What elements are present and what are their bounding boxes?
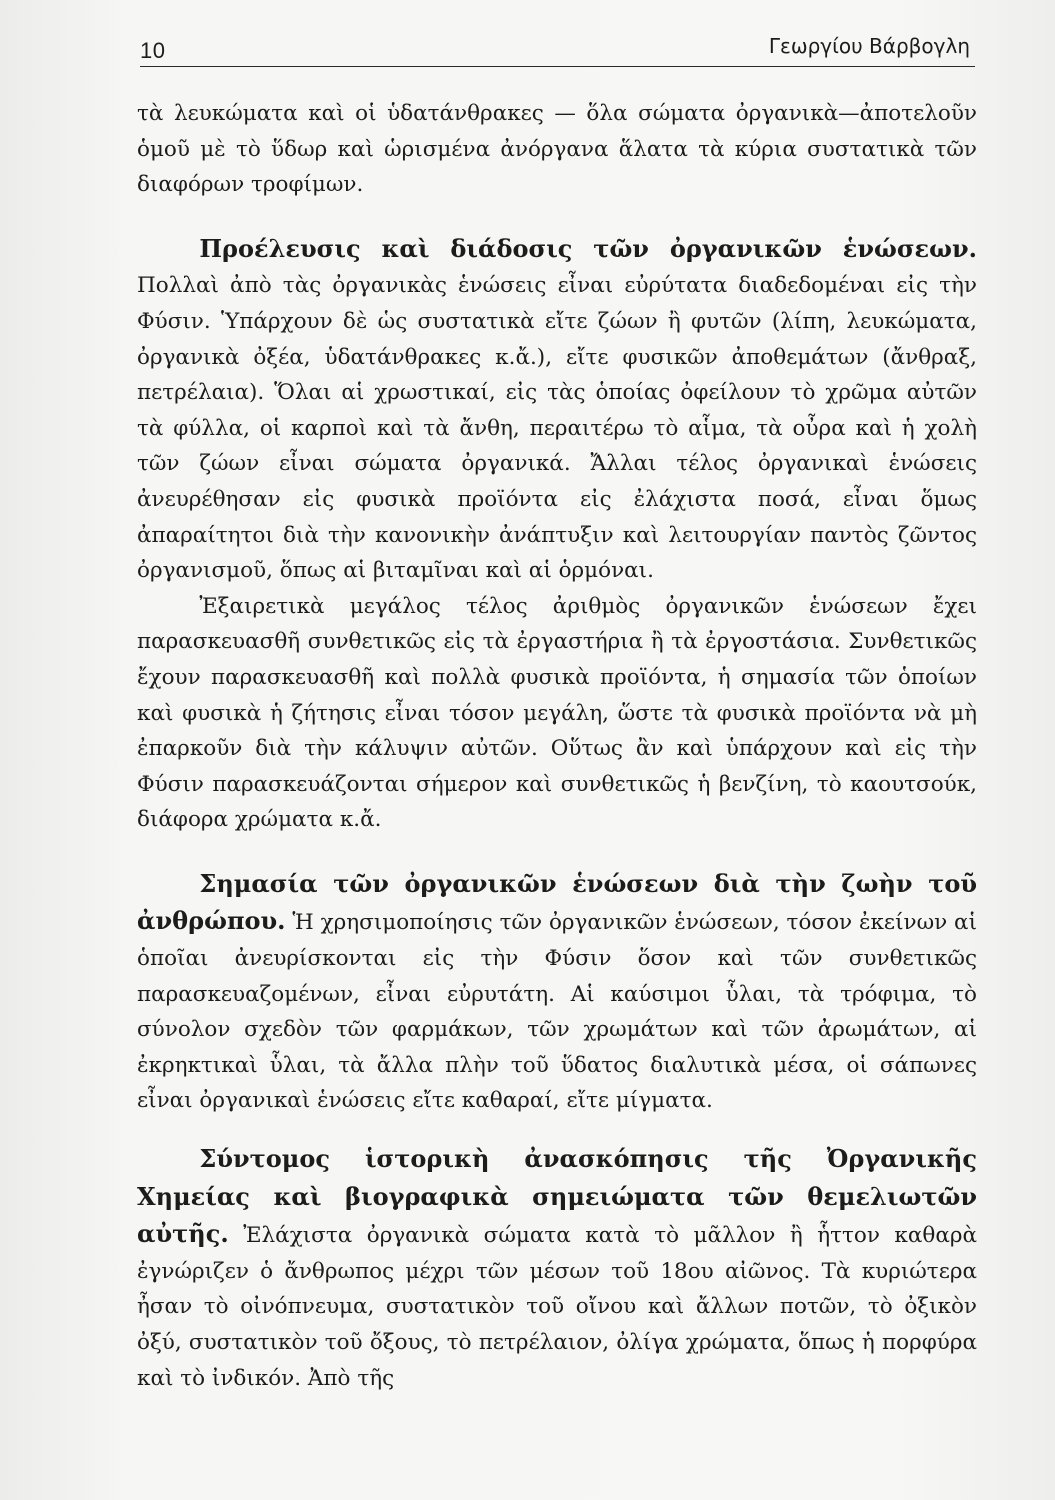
header-rule [140,66,975,67]
page-header [140,32,970,66]
paragraph-continuation: τὰ λευκώματα καὶ οἱ ὑδατάνθρακες — ὅλα σώματα ὀργανικὰ—ἀποτελοῦν ὁμοῦ μὲ τὸ ὕδωρ καὶ ὡρισμένα ἀνόργανα ἅλατα τὰ κύρια συστατικὰ τῶν διαφόρων τροφίμων. [137,101,977,198]
section-heading-importance: Σημασία τῶν ὀργανικῶν ἑνώσεων διὰ τὴν ζωὴν τοῦ ἀνθρώπου. [137,868,977,936]
section-heading-history: Σύντομος ἱστορικὴ ἀνασκόπησις τῆς Ὀργανικῆς Χημείας καὶ βιογραφικὰ σημειώματα τῶν θεμελιωτῶν αὐτῆς. [137,1144,977,1249]
section-text-history: Ἐλάχιστα ὀργανικὰ σώματα κατὰ τὸ μᾶλλον ἢ ἧττον καθαρὰ ἐγνώριζεν ὁ ἄνθρωπος μέχρι τῶν μέσων τοῦ 18ου αἰῶνος. Τὰ κυριώτερα ἦσαν τὸ οἰνόπνευμα, συστατικὸν τοῦ οἴνου καὶ ἄλλων ποτῶν, τὸ ὀξικὸν ὀξύ, συστατικὸν τοῦ ὄξους, τὸ πετρέλαιον, ὀλίγα χρώματα, ὅπως ἡ πορφύρα καὶ τὸ ἰνδικόν. Ἀπὸ τῆς [137,1223,977,1391]
section-text-importance: Ἡ χρησιμοποίησις τῶν ὀργανικῶν ἑνώσεων, τόσον ἐκείνων αἱ ὁποῖαι ἀνευρίσκονται εἰς τὴν Φύσιν ὅσον καὶ τῶν συνθετικῶς παρασκευαζομένων, εἶναι εὐρυτάτη. Αἱ καύσιμοι ὗλαι, τὰ τρόφιμα, τὸ σύνολον σχεδὸν τῶν φαρμάκων, τῶν χρωμάτων καὶ τῶν ἀρωμάτων, αἱ ἐκρηκτικαὶ ὗλαι, τὰ ἄλλα πλὴν τοῦ ὕδατος διαλυτικὰ μέσα, οἱ σάπωνες εἶναι ὀργανικαὶ ἑνώσεις εἴτε καθαραί, εἴτε μίγματα. [137,910,977,1114]
section-text-origin: Πολλαὶ ἀπὸ τὰς ὀργανικὰς ἑνώσεις εἶναι εὐρύτατα διαδεδομέναι εἰς τὴν Φύσιν. Ὑπάρχουν δὲ ὡς συστατικὰ εἴτε ζώων ἢ φυτῶν (λίπη, λευκώματα, ὀργανικὰ ὀξέα, ὑδατάνθρακες κ.ἄ.), εἴτε φυσικῶν ἀποθεμάτων (ἄνθραξ, πετρέλαια). Ὅλαι αἱ χρωστικαί, εἰς τὰς ὁποίας ὀφείλουν τὸ χρῶμα αὐτῶν τὰ φύλλα, οἱ καρποὶ καὶ τὰ ἄνθη, περαιτέρω τὸ αἷμα, τὰ οὖρα καὶ ἡ χολὴ τῶν ζώων εἶναι σώματα ὀργανικά. Ἄλλαι τέλος ὀργανικαὶ ἑνώσεις ἀνευρέθησαν εἰς φυσικὰ προϊόντα εἰς ἐλάχιστα ποσά, εἶναι ὅμως ἀπαραίτητοι διὰ τὴν κανονικὴν ἀνάπτυξιν καὶ λειτουργίαν παντὸς ζῶντος ὀργανισμοῦ, ὅπως αἱ βιταμῖναι καὶ αἱ ὁρμόναι. [137,273,977,584]
running-head: Γεωργίου Βάρβογλη [768,34,970,58]
paragraph-synthetic: Ἐξαιρετικὰ μεγάλος τέλος ἀριθμὸς ὀργανικῶν ἑνώσεων ἔχει παρασκευασθῆ συνθετικῶς εἰς τὰ ἐργαστήρια ἢ τὰ ἐργοστάσια. Συνθετικῶς ἔχουν παρασκευασθῆ καὶ πολλὰ φυσικὰ προϊόντα, ἡ σημασία τῶν ὁποίων καὶ φυσικὰ ἡ ζήτησις εἶναι τόσον μεγάλη, ὥστε τὰ φυσικὰ προϊόντα νὰ μὴ ἐπαρκοῦν διὰ τὴν κάλυψιν αὐτῶν. Οὕτως ἂν καὶ ὑπάρχουν καὶ εἰς τὴν Φύσιν παρασκευάζονται σήμερον καὶ συνθετικῶς ἡ βενζίνη, τὸ καουτσούκ, διάφορα χρώματα κ.ἄ. [137,593,977,833]
section-heading-origin: Προέλευσις καὶ διάδοσις τῶν ὀργανικῶν ἑνώσεων. [199,233,977,263]
section-importance [137,866,977,1119]
section-history [137,1141,977,1396]
page-number: 10 [140,38,166,63]
section-origin [137,231,977,589]
body-text [137,96,977,1396]
